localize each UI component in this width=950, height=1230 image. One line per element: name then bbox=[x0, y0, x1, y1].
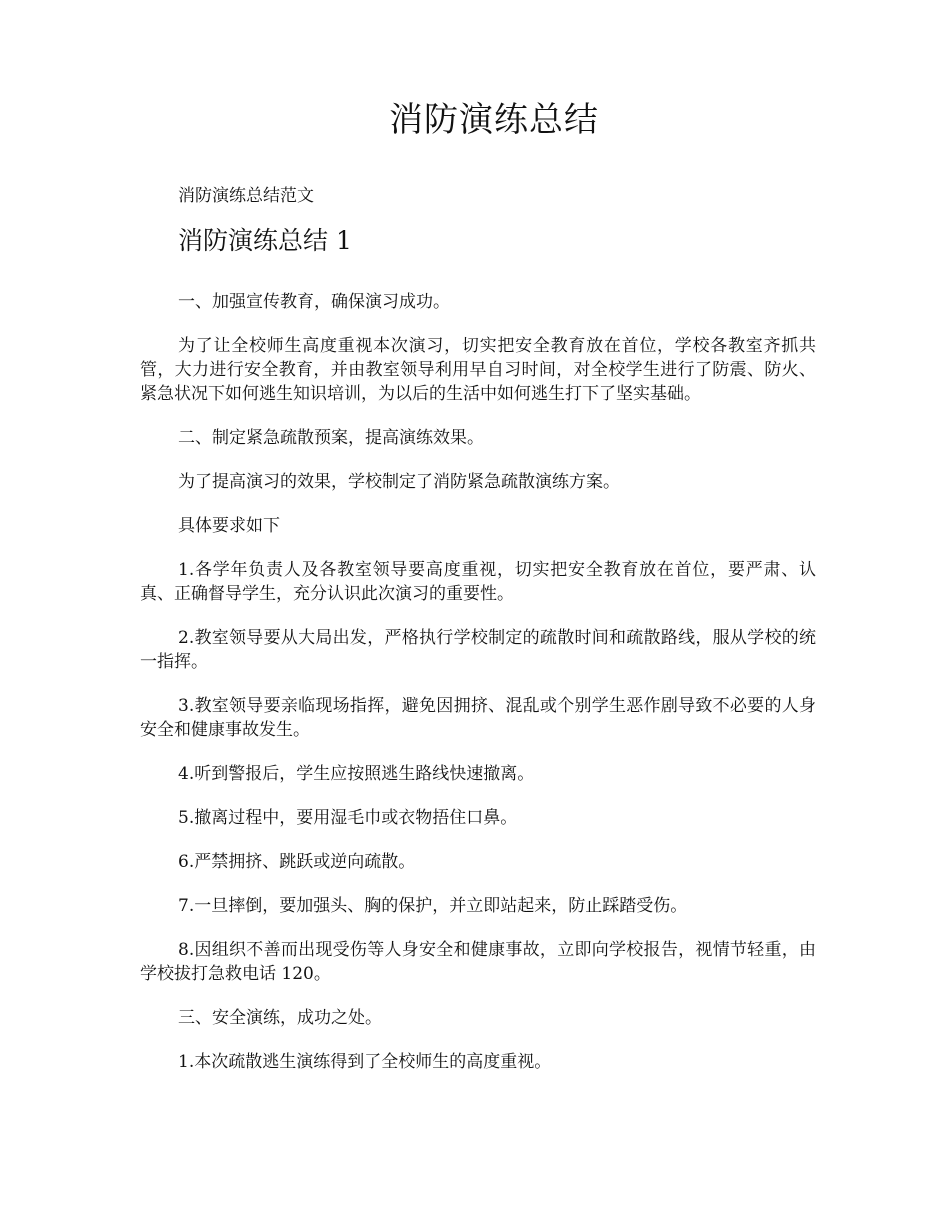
list-item: 5.撤离过程中，要用湿毛巾或衣物捂住口鼻。 bbox=[178, 808, 518, 828]
list-item: 1.各学年负责人及各教室领导要高度重视，切实把安全教育放在首位，要严肃、认真、正确督导学生，充分认识此次演习的重要性。 bbox=[140, 560, 816, 604]
list-item: 2.教室领导要从大局出发，严格执行学校制定的疏散时间和疏散路线，服从学校的统一指挥。 bbox=[140, 628, 816, 672]
list-item: 3.教室领导要亲临现场指挥，避免因拥挤、混乱或个别学生恶作剧导致不必要的人身安全和健康事故发生。 bbox=[140, 696, 816, 740]
section-heading: 消防演练总结 1 bbox=[178, 226, 352, 255]
list-item: 6.严禁拥挤、跳跃或逆向疏散。 bbox=[178, 852, 416, 872]
paragraph-heading-3: 三、安全演练，成功之处。 bbox=[178, 1008, 382, 1028]
paragraph: 具体要求如下 bbox=[178, 516, 280, 536]
paragraph-heading-2: 二、制定紧急疏散预案，提高演练效果。 bbox=[178, 428, 484, 448]
paragraph: 为了让全校师生高度重视本次演习，切实把安全教育放在首位，学校各教室齐抓共管，大力进行安全教育，并由教室领导利用早自习时间，对全校学生进行了防震、防火、紧急状况下如何逃生知识培训，为以后的生活中如何逃生打下了坚实基础。 bbox=[140, 336, 816, 404]
document-body bbox=[140, 290, 816, 1094]
paragraph-heading-1: 一、加强宣传教育，确保演习成功。 bbox=[178, 292, 450, 312]
list-item: 1.本次疏散逃生演练得到了全校师生的高度重视。 bbox=[178, 1052, 552, 1072]
list-item: 4.听到警报后，学生应按照逃生路线快速撤离。 bbox=[178, 764, 535, 784]
document-title: 消防演练总结 bbox=[389, 100, 599, 140]
list-item: 8.因组织不善而出现受伤等人身安全和健康事故，立即向学校报告，视情节轻重，由学校拔打急救电话 120。 bbox=[140, 940, 816, 984]
paragraph: 为了提高演习的效果，学校制定了消防紧急疏散演练方案。 bbox=[178, 472, 620, 492]
list-item: 7.一旦摔倒，要加强头、胸的保护，并立即站起来，防止踩踏受伤。 bbox=[178, 896, 688, 916]
document-subtitle: 消防演练总结范文 bbox=[178, 186, 314, 206]
